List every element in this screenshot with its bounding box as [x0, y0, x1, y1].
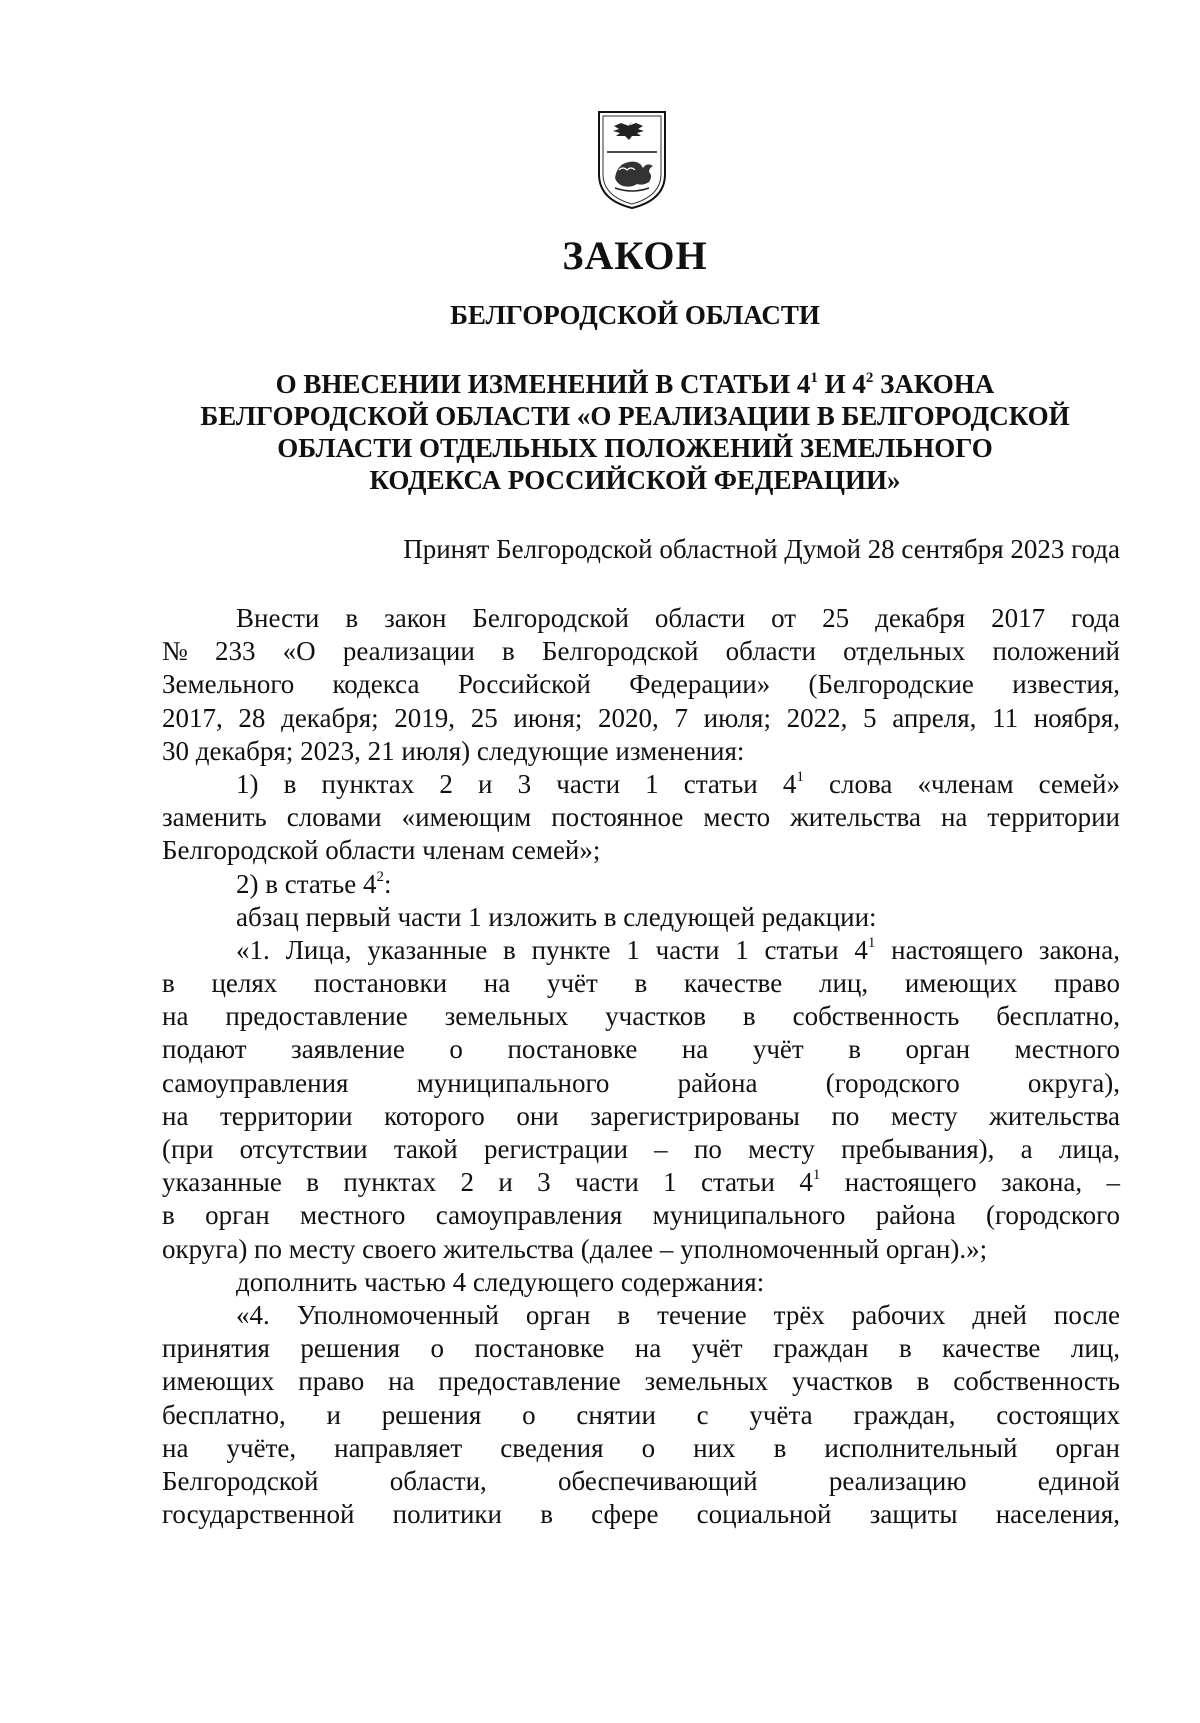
body-line: заменить словами «имеющим постоянное место жительства на территории: [162, 802, 1120, 833]
body-line: государственной политики в сфере социальной защиты населения,: [162, 1499, 1120, 1530]
coat-of-arms-icon: [595, 108, 669, 212]
body-line: на территории которого они зарегистрированы по месту жительства: [162, 1100, 1120, 1131]
law-heading: [150, 368, 1120, 496]
body-line: абзац первый части 1 изложить в следующей редакции:: [236, 901, 877, 932]
body-line: «4. Уполномоченный орган в течение трёх рабочих дней после: [236, 1299, 1120, 1330]
body-line: 2017, 28 декабря; 2019, 25 июня; 2020, 7 июля; 2022, 5 апреля, 11 ноября,: [162, 702, 1120, 733]
body-line: 2) в статье $4^2$:: [236, 868, 392, 899]
body-line: (при отсутствии такой регистрации – по месту пребывания), а лица,: [162, 1134, 1120, 1164]
body-line: дополнить частью 4 следующего содержания:: [236, 1266, 765, 1297]
heading-line-2: БЕЛГОРОДСКОЙ ОБЛАСТИ «О РЕАЛИЗАЦИИ В БЕЛГОРОДСКОЙ: [200, 401, 1070, 431]
law-body: [162, 602, 1120, 1531]
body-line: имеющих право на предоставление земельных участков в собственность: [162, 1366, 1120, 1397]
body-line: бесплатно, и решения о снятии с учёта граждан, состоящих: [162, 1399, 1120, 1430]
body-line: округа) по месту своего жительства (далее – уполномоченный орган).»;: [162, 1233, 988, 1264]
document-subtitle: БЕЛГОРОДСКОЙ ОБЛАСТИ: [450, 300, 820, 330]
body-line: «1. Лица, указанные в пункте 1 части 1 статьи $4^1$ настоящего закона,: [236, 934, 1120, 965]
body-line: Белгородской области членам семей»;: [162, 835, 601, 866]
body-line: подают заявление о постановке на учёт в орган местного: [162, 1034, 1120, 1065]
body-line: Внести в закон Белгородской области от 25 декабря 2017 года: [236, 603, 1120, 633]
body-line: самоуправления муниципального района (городского округа),: [162, 1067, 1120, 1098]
heading-line-4: КОДЕКСА РОССИЙСКОЙ ФЕДЕРАЦИИ»: [369, 465, 901, 495]
heading-line-1: О ВНЕСЕНИИ ИЗМЕНЕНИЙ В СТАТЬИ $4^1$ И $4^2$ ЗАКОНА: [275, 369, 995, 399]
document-title: ЗАКОН: [562, 233, 708, 278]
body-line: Земельного кодекса Российской Федерации» (Белгородские известия,: [162, 669, 1120, 700]
body-line: в целях постановки на учёт в качестве лиц, имеющих право: [162, 968, 1120, 999]
body-line: принятия решения о постановке на учёт граждан в качестве лиц,: [162, 1333, 1120, 1364]
body-line: указанные в пунктах 2 и 3 части 1 статьи $4^1$ настоящего закона, –: [162, 1167, 1120, 1198]
body-line: на учёте, направляет сведения о них в исполнительный орган: [162, 1432, 1120, 1463]
body-line: 30 декабря; 2023, 21 июля) следующие изменения:: [162, 735, 745, 766]
heading-line-3: ОБЛАСТИ ОТДЕЛЬНЫХ ПОЛОЖЕНИЙ ЗЕМЕЛЬНОГО: [277, 433, 993, 463]
adoption-note: Принят Белгородской областной Думой 28 сентября 2023 года: [403, 534, 1120, 564]
body-line: № 233 «О реализации в Белгородской области отдельных положений: [162, 636, 1120, 667]
body-line: на предоставление земельных участков в собственность бесплатно,: [162, 1001, 1120, 1032]
body-line: 1) в пунктах 2 и 3 части 1 статьи $4^1$ слова «членам семей»: [236, 768, 1120, 799]
body-line: Белгородской области, обеспечивающий реализацию единой: [162, 1465, 1120, 1496]
body-line: в орган местного самоуправления муниципального района (городского: [162, 1200, 1120, 1231]
